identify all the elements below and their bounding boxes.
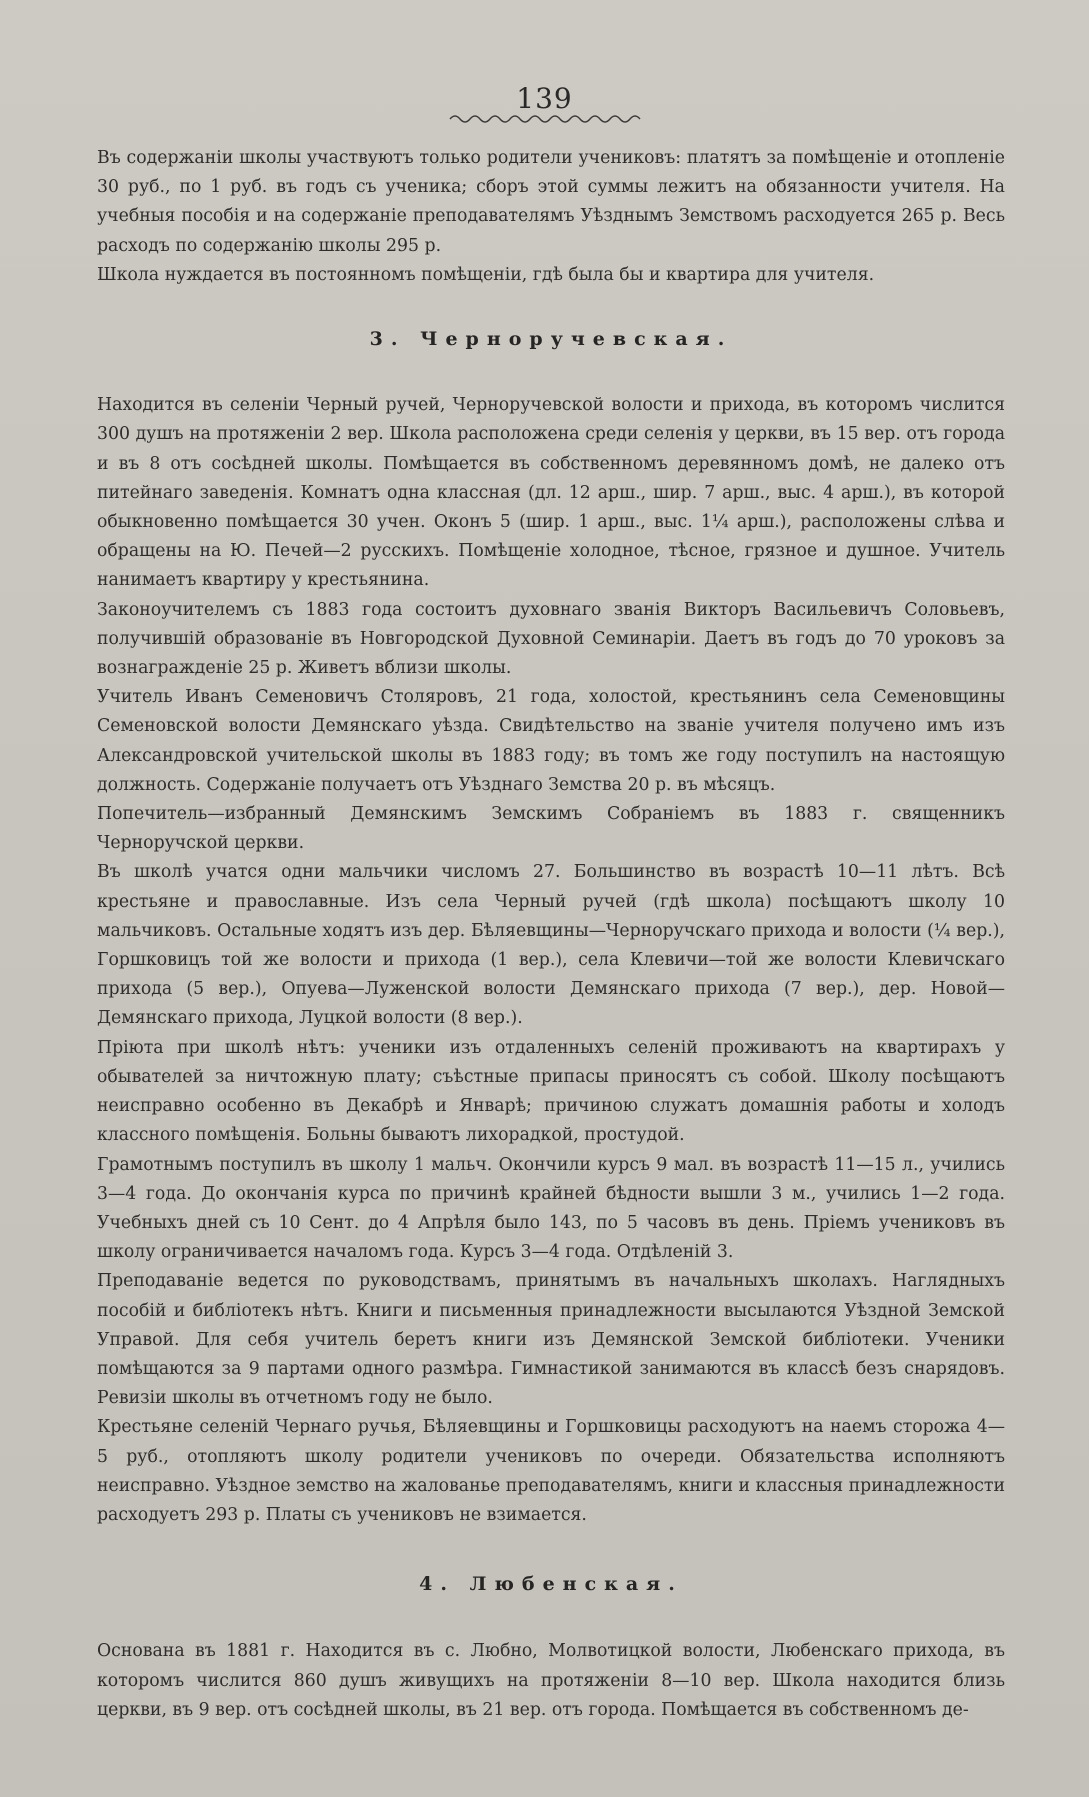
paragraph: Крестьяне селеній Чернаго ручья, Бѣляевщины и Горшковицы расходуютъ на наемъ сторожа 4—5 руб., отопляютъ школу родители учениковъ по очереди. Обязательства исполняютъ неисправно. Уѣздное земство на жалованье преподавателямъ, книги и классныя принадлежности расходуетъ 293 р. Платы съ учениковъ не взимается. [97,1417,1005,1525]
paragraph: Пріюта при школѣ нѣтъ: ученики изъ отдаленныхъ селеній проживаютъ на квартирахъ у обывателей за ничтожную плату; съѣстные припасы приносятъ съ собой. Школу посѣщаютъ неисправно особенно въ Декабрѣ и Январѣ; причиною служатъ домашнія работы и холодъ классного помѣщенія. Больны бываютъ лихорадкой, простудой. [97,1037,1005,1146]
body-text [97,144,1005,1725]
page-number: 139 [516,82,573,115]
section-heading-4: 4. Любенская. [419,1573,683,1596]
paragraph: Законоучителемъ съ 1883 года состоитъ духовнаго званія Викторъ Васильевичъ Соловьевъ, получившій образованіе въ Новгородской Духовной Семинаріи. Даетъ въ годъ до 70 уроковъ за вознагражденіе 25 р. Живетъ вблизи школы. [97,599,1005,679]
paragraph: Находится въ селеніи Черный ручей, Черноручевской волости и прихода, въ которомъ числится 300 душъ на протяженіи 2 вер. Школа расположена среди селенія у церкви, въ 15 вер. отъ города и въ 8 отъ сосѣдней школы. Помѣщается въ собственномъ деревянномъ домѣ, не далеко отъ питейнаго заведенія. Комнатъ одна классная (дл. 12 арш., шир. 7 арш., выс. 4 арш.), въ которой обыкновенно помѣщается 30 учен. Оконъ 5 (шир. 1 арш., выс. 1¼ арш.), расположены слѣва и обращены на Ю. Печей—2 русскихъ. Помѣщеніе холодное, тѣсное, грязное и душное. Учитель нанимаетъ квартиру у крестьянина. [97,395,1005,591]
paragraph: Въ школѣ учатся одни мальчики числомъ 27. Большинство въ возрастѣ 10—11 лѣтъ. Всѣ крестьяне и православные. Изъ села Черный ручей (гдѣ школа) посѣщаютъ школу 10 мальчиковъ. Остальные ходятъ изъ дер. Бѣляевщины—Черноручскаго прихода и волости (¼ вер.), Горшковицъ той же волости и прихода (1 вер.), села Клевичи—той же волости Клевичскаго прихода (5 вер.), Опуева—Луженской волости Демянскаго прихода (7 вер.), дер. Новой—Демянскаго прихода, Луцкой волости (8 вер.). [97,862,1005,1029]
paragraph: Учитель Иванъ Семеновичъ Столяровъ, 21 года, холостой, крестьянинъ села Семеновщины Семеновской волости Демянскаго уѣзда. Свидѣтельство на званіе учителя получено имъ изъ Александровской учительской школы въ 1883 году; въ томъ же году поступилъ на настоящую должность. Содержаніе получаетъ отъ Уѣзднаго Земства 20 р. въ мѣсяцъ. [97,687,1005,795]
paragraph: Грамотнымъ поступилъ въ школу 1 мальч. Окончили курсъ 9 мал. въ возрастѣ 11—15 л., учились 3—4 года. До окончанія курса по причинѣ крайней бѣдности вышли 3 м., учились 1—2 года. Учебныхъ дней съ 10 Сент. до 4 Апрѣля было 143, по 5 часовъ въ день. Пріемъ учениковъ въ школу ограничивается началомъ года. Курсъ 3—4 года. Отдѣленій 3. [97,1154,1005,1263]
paragraph: Школа нуждается въ постоянномъ помѣщеніи, гдѣ была бы и квартира для учителя. [97,264,875,285]
paragraph: Въ содержаніи школы участвуютъ только родители учениковъ: платятъ за помѣщеніе и отопленіе 30 руб., по 1 руб. въ годъ съ ученика; сборъ этой суммы лежитъ на обязанности учителя. На учебныя пособія и на содержаніе преподавателямъ Уѣзднымъ Земствомъ расходуется 265 р. Весь расходъ по содержанію школы 295 р. [97,148,1005,256]
paragraph: Основана въ 1881 г. Находится въ с. Любно, Молвотицкой волости, Любенскаго прихода, въ которомъ числится 860 душъ живущихъ на протяженіи 8—10 вер. Школа находится близь церкви, въ 9 вер. отъ сосѣдней школы, въ 21 вер. отъ города. Помѣщается въ собственномъ де- [97,1641,1005,1720]
paragraph: Преподаваніе ведется по руководствамъ, принятымъ въ начальныхъ школахъ. Наглядныхъ пособій и библіотекъ нѣтъ. Книги и письменныя принадлежности высылаются Уѣздной Земской Управой. Для себя учитель беретъ книги изъ Демянской Земской библіотеки. Ученики помѣщаются за 9 партами одного размѣра. Гимнастикой занимаются въ классѣ безъ снарядовъ. Ревизіи школы въ отчетномъ году не было. [97,1271,1005,1409]
wavy-ornament [448,112,648,126]
section-heading-3: 3. Черноручевская. [369,328,733,351]
paragraph: Попечитель—избранный Демянскимъ Земскимъ Собраніемъ въ 1883 г. священникъ Черноручской церкви. [97,804,1005,854]
